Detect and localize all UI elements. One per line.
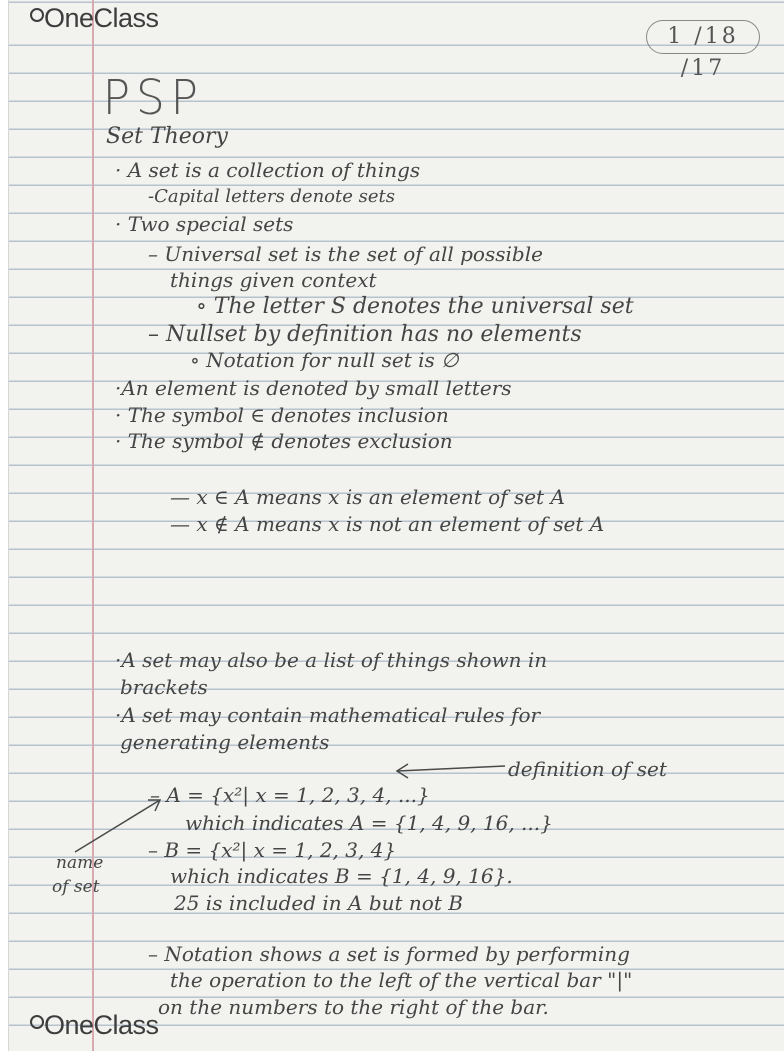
logo-text: OneClass <box>44 1010 159 1040</box>
name-arrow-line <box>75 800 160 852</box>
annotation-name: name <box>56 853 104 873</box>
note-line: — x ∈ A means x is an element of set A <box>170 485 565 509</box>
note-line: · The symbol ∉ denotes exclusion <box>115 429 453 453</box>
note-line: – B = {x²| x = 1, 2, 3, 4} <box>148 838 397 862</box>
note-line: ∘ The letter S denotes the universal set <box>196 294 634 319</box>
note-line: things given context <box>170 268 377 292</box>
note-line: brackets <box>120 675 208 699</box>
note-line: which indicates A = {1, 4, 9, 16, ...} <box>185 811 553 835</box>
note-line: — x ∉ A means x is not an element of set A <box>170 512 605 536</box>
note-line: on the numbers to the right of the bar. <box>158 995 549 1019</box>
note-line: ·A set may also be a list of things shown in <box>115 648 548 672</box>
note-line: ·A set may contain mathematical rules for <box>115 703 541 727</box>
annotation-definition: definition of set <box>508 757 667 781</box>
note-line: · Two special sets <box>115 212 294 236</box>
note-line: – A = {x²| x = 1, 2, 3, 4, ...} <box>150 783 430 807</box>
note-line: – Universal set is the set of all possible <box>148 242 543 266</box>
annotation-of-set: of set <box>52 877 100 897</box>
note-line: the operation to the left of the vertical bar "|" <box>170 968 633 992</box>
note-date: 1 /18 /17 <box>646 20 760 54</box>
note-line: – Notation shows a set is formed by performing <box>148 942 630 966</box>
note-line: -Capital letters denote sets <box>148 186 395 207</box>
note-line: · A set is a collection of things <box>115 158 421 182</box>
note-line: ·An element is denoted by small letters <box>115 376 512 400</box>
note-line: generating elements <box>120 730 330 754</box>
note-line: which indicates B = {1, 4, 9, 16}. <box>170 864 513 888</box>
note-line: 25 is included in A but not B <box>174 891 463 915</box>
logo-text: OneClass <box>44 3 159 33</box>
definition-arrow-line <box>398 766 505 771</box>
note-line: · The symbol ∈ denotes inclusion <box>115 403 449 427</box>
oneclass-logo-bottom <box>28 1010 159 1041</box>
page-title: PSP <box>102 70 204 126</box>
section-heading: Set Theory <box>106 124 228 149</box>
note-line: – Nullset by definition has no elements <box>148 322 582 347</box>
note-line: ∘ Notation for null set is ∅ <box>190 348 459 372</box>
